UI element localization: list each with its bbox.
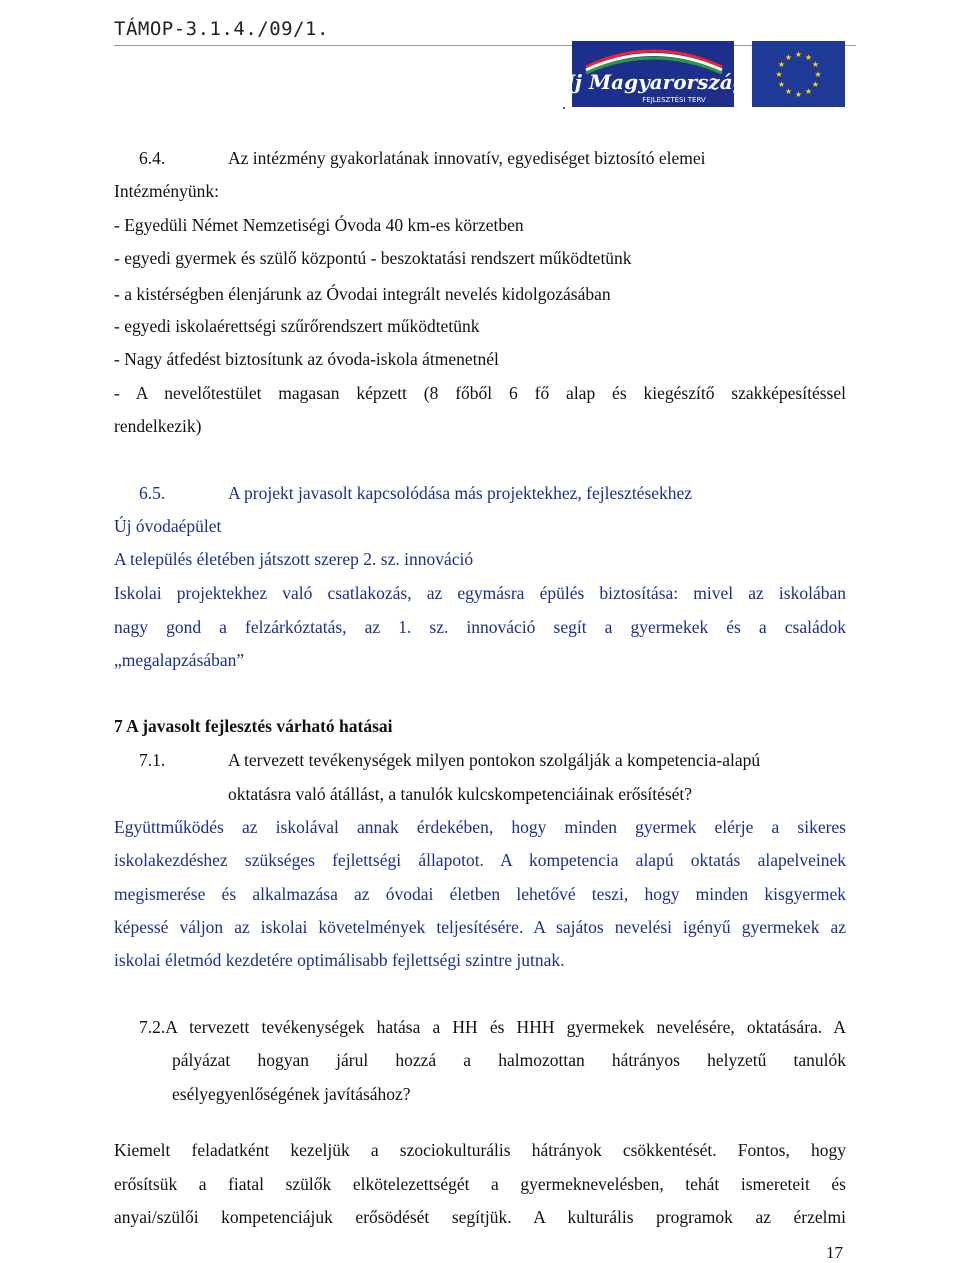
question-7-1-line: oktatásra való átállást, a tanulók kulcskompetenciáinak erősítését? (228, 784, 693, 804)
paragraph-line: „megalapzásában” (114, 650, 245, 670)
logo-main-text: Új Magyarország (557, 70, 747, 94)
section-7-heading: 7 A javasolt fejlesztés várható hatásai (114, 716, 393, 736)
svg-text:★: ★ (777, 80, 786, 89)
paragraph-line: Kiemelt feladatként kezeljük a szociokulturális hátrányok csökkentését. Fontos, hogy (114, 1140, 846, 1160)
section-6-4-number: 6.4. (139, 148, 166, 168)
svg-text:★: ★ (814, 70, 822, 79)
section-6-5-number: 6.5. (139, 483, 166, 503)
section-6-4-title: Az intézmény gyakorlatának innovatív, egyediséget biztosító elemei (228, 148, 706, 168)
question-7-1-line: A tervezett tevékenységek milyen pontokon szolgálják a kompetencia-alapú (228, 750, 761, 770)
header-dot: . (562, 96, 566, 113)
logo-sub-text: FEJLESZTÉSI TERV (642, 96, 706, 104)
eu-stars-icon (752, 41, 845, 107)
svg-text:★: ★ (794, 50, 803, 59)
svg-text:★: ★ (784, 87, 793, 96)
list-item: - egyedi gyermek és szülő központú - beszoktatási rendszert működtetünk (114, 248, 632, 268)
list-item: - egyedi iskolaérettségi szűrőrendszert működtetünk (114, 316, 480, 336)
paragraph-line: megismerése és alkalmazása az óvodai életben lehetővé teszi, hogy minden kisgyermek (114, 884, 846, 904)
svg-text:★: ★ (794, 90, 803, 99)
paragraph-line: A település életében játszott szerep 2. sz. innováció (114, 549, 474, 569)
eu-flag (752, 41, 845, 107)
question-7-2-line: esélyegyenlőségének javításához? (172, 1084, 411, 1104)
svg-text:★: ★ (777, 60, 786, 69)
svg-text:★: ★ (784, 53, 793, 62)
paragraph-line: Iskolai projektekhez való csatlakozás, az egymásra épülés biztosítása: mivel az iskolában (114, 583, 846, 603)
list-item: - Egyedüli Német Nemzetiségi Óvoda 40 km-es körzetben (114, 215, 524, 235)
paragraph-line: iskolai életmód kezdetére optimálisabb fejlettségi szintre jutnak. (114, 950, 565, 970)
svg-text:★: ★ (804, 87, 813, 96)
paragraph-line: képessé váljon az iskolai követelmények teljesítésére. A sajátos nevelési igényű gyermekek az (114, 917, 846, 937)
paragraph-line: Intézményünk: (114, 181, 219, 201)
document-code: TÁMOP-3.1.4./09/1. (114, 18, 329, 40)
question-7-2-line: 7.2.A tervezett tevékenységek hatása a HH és HHH gyermekek nevelésére, oktatására. A (139, 1017, 846, 1037)
paragraph-line: iskolakezdéshez szükséges fejlettségi állapotot. A kompetencia alapú oktatás alapelveinek (114, 850, 846, 870)
paragraph-line: Új óvodaépület (114, 516, 222, 536)
svg-text:★: ★ (804, 53, 813, 62)
paragraph-line: anyai/szülői kompetenciájuk erősödését segítjük. A kulturális programok az érzelmi (114, 1207, 846, 1227)
new-hungary-logo (557, 41, 747, 107)
list-item: - Nagy átfedést biztosítunk az óvoda-iskola átmenetnél (114, 349, 499, 369)
paragraph-line: rendelkezik) (114, 416, 202, 436)
paragraph-line: Együttműködés az iskolával annak érdekében, hogy minden gyermek elérje a sikeres (114, 817, 846, 837)
svg-text:★: ★ (775, 70, 783, 79)
section-6-5-title: A projekt javasolt kapcsolódása más projektekhez, fejlesztésekhez (228, 483, 693, 503)
header-divider (114, 45, 856, 46)
svg-text:★: ★ (811, 80, 820, 89)
question-7-1-number: 7.1. (139, 750, 166, 770)
page-number: 17 (826, 1243, 843, 1262)
svg-text:★: ★ (811, 60, 820, 69)
question-7-2-line: pályázat hogyan járul hozzá a halmozottan hátrányos helyzetű tanulók (172, 1050, 846, 1070)
list-item: - A nevelőtestület magasan képzett (8 főből 6 fő alap és kiegészítő szakképesítéssel (114, 383, 846, 403)
logo-arc-icon (557, 41, 747, 107)
paragraph-line: nagy gond a felzárkóztatás, az 1. sz. innováció segít a gyermekek és a családok (114, 617, 846, 637)
list-item: - a kistérségben élenjárunk az Óvodai integrált nevelés kidolgozásában (114, 284, 611, 304)
paragraph-line: erősítsük a fiatal szülők elkötelezettségét a gyermeknevelésben, tehát ismereteit és (114, 1174, 846, 1194)
